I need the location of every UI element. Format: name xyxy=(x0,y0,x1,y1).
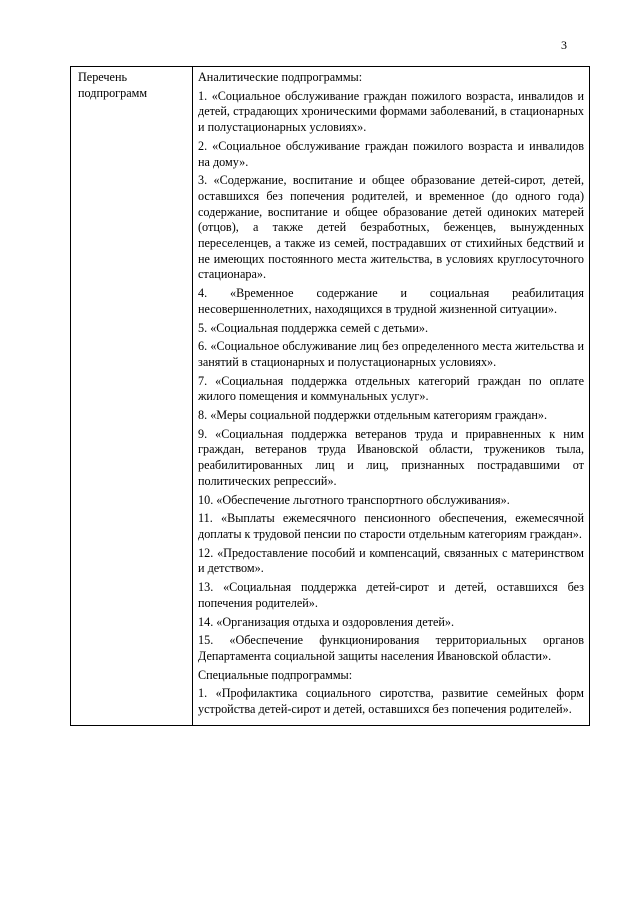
list-item: 7. «Социальная поддержка отдельных категорий граждан по оплате жилого помещения и коммунальных услуг». xyxy=(198,373,584,404)
list-item: 1. «Социальное обслуживание граждан пожилого возраста, инвалидов и детей, страдающих хроническими формами заболеваний, в стационарных и полустационарных условиях». xyxy=(198,88,584,135)
list-item: 11. «Выплаты ежемесячного пенсионного обеспечения, ежемесячной доплаты к трудовой пенсии по старости отдельным категориям граждан». xyxy=(198,511,584,541)
list-item: 10. «Обеспечение льготного транспортного обслуживания». xyxy=(198,492,510,507)
list-item: 3. «Содержание, воспитание и общее образование детей-сирот, детей, оставшихся без попечения родителей, и временное (до одного года) содержание, воспитание и общее образование детей одиноких матерей (отцов), а также детей безработных, беженцев, вынужденных переселенцев, а также из семей, пострадавших от стихийных бедствий и не имеющих постоянного места жительства, в условиях круглосуточного стационара». xyxy=(198,173,584,282)
list-item: 4. «Временное содержание и социальная реабилитация несовершеннолетних, находящихся в трудной жизненной ситуации». xyxy=(198,286,584,316)
list-item: 9. «Социальная поддержка ветеранов труда и приравненных к ним граждан, ветеранов труда Ивановской области, тружеников тыла, реабилитированных лиц и лиц, признанных пострадавшими от политических репрессий». xyxy=(198,426,584,488)
list-item: 14. «Организация отдыха и оздоровления детей». xyxy=(198,614,455,629)
page-number: 3 xyxy=(561,38,567,52)
list-item: 2. «Социальное обслуживание граждан пожилого возраста и инвалидов на дому». xyxy=(198,138,584,169)
subprograms-table xyxy=(70,66,590,726)
list-item: 13. «Социальная поддержка детей-сирот и детей, оставшихся без попечения родителей». xyxy=(198,580,584,610)
list-item: 6. «Социальное обслуживание лиц без определенного места жительства и занятий в стационарных и полустационарных условиях». xyxy=(198,339,584,369)
analytic-heading: Аналитические подпрограммы: xyxy=(198,70,363,84)
table-row xyxy=(71,67,590,726)
label-cell xyxy=(71,67,193,726)
content-cell xyxy=(193,67,590,726)
list-item: 5. «Социальная поддержка семей с детьми». xyxy=(198,320,429,335)
list-item: 15. «Обеспечение функционирования территориальных органов Департамента социальной защиты населения Ивановской области». xyxy=(198,633,584,663)
list-item: 12. «Предоставление пособий и компенсаций, связанных с материнством и детством». xyxy=(198,545,584,576)
special-heading: Специальные подпрограммы: xyxy=(198,667,353,682)
list-item: 1. «Профилактика социального сиротства, развитие семейных форм устройства детей-сирот и детей, оставшихся без попечения родителей». xyxy=(198,686,584,717)
list-item: 8. «Меры социальной поддержки отдельным категориям граждан». xyxy=(198,408,548,423)
row-label: Перечень подпрограмм xyxy=(78,70,148,100)
